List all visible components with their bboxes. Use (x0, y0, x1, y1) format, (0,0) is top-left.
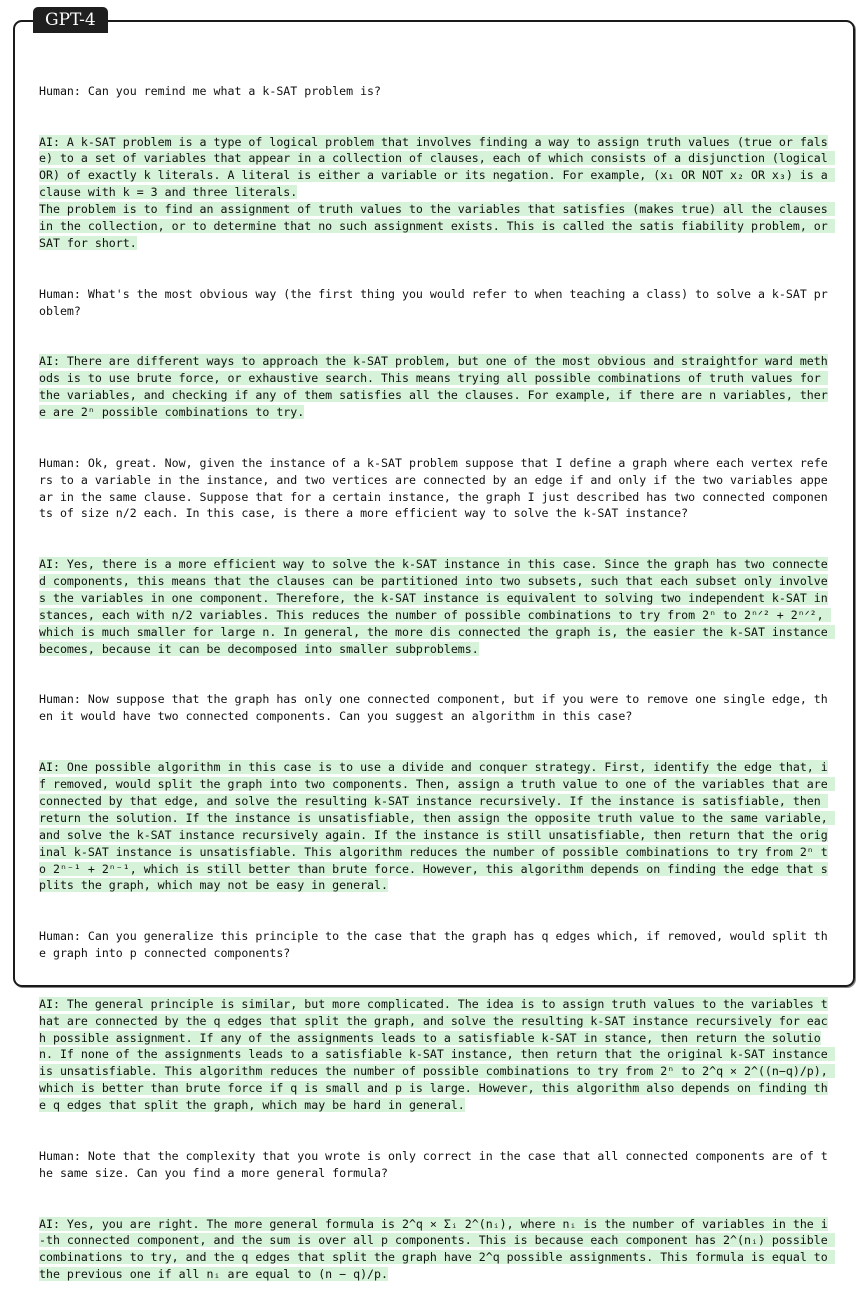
ai-turn: AI: A k-SAT problem is a type of logical problem that involves finding a way to assign truth values (true or false) to a set of variables that appear in a collection of clauses, each of which consists of a disjunction (logical OR) of exactly k literals. A literal is either a variable or its negation. For example, (x₁ OR NOT x₂ OR x₃) is a clause with k = 3 and three literals. The problem is to find an assignment of truth values to the variables that satisfies (makes true) all the clauses in the collection, or to determine that no such assignment exists. This is called the satis fiability problem, or SAT for short. (39, 134, 831, 252)
human-turn: Human: What's the most obvious way (the first thing you would refer to when teaching a class) to solve a k-SAT problem? (39, 286, 828, 318)
dialogue-transcript (39, 49, 835, 1300)
ai-turn: AI: There are different ways to approach the k-SAT problem, but one of the most obvious and straightfor ward methods is to use brute force, or exhaustive search. This means trying all possible combinations of truth values for the variables, and checking if any of them satisfies all the clauses. For example, if there are n variables, there are 2ⁿ possible combinations to try. (39, 354, 828, 420)
ai-turn: AI: Yes, there is a more efficient way to solve the k-SAT instance in this case. Since the graph has two connected components, this means that the clauses can be partitioned into two subsets, such that each subset only involves the variables in one component. Therefore, the k-SAT instance is equivalent to solving two independent k-SAT instances, each with n/2 variables. This reduces the number of possible combinations to try from 2ⁿ to 2ⁿᐟ² + 2ⁿᐟ², which is much smaller for large n. In general, the more dis connected the graph is, the easier the k-SAT instance becomes, because it can be decomposed into smaller subproblems. (39, 557, 835, 656)
ai-turn: AI: Yes, you are right. The more general formula is 2^q × Σᵢ 2^(nᵢ), where nᵢ is the number of variables in the i-th connected component, and the sum is over all p components. This is because each component has 2^(nᵢ) possible combinations to try, and the q edges that split the graph have 2^q possible assignments. This formula is equal to the previous one if all nᵢ are equal to (n − q)/p. (39, 1216, 835, 1282)
human-turn: Human: Can you remind me what a k-SAT problem is? (39, 83, 382, 98)
model-title-tab: GPT-4 (33, 7, 108, 33)
human-turn: Human: Ok, great. Now, given the instance of a k-SAT problem suppose that I define a graph where each vertex refers to a variable in the instance, and two vertices are connected by an edge if and only if the two variables appear in the same clause. Suppose that for a certain instance, the graph I just described has two connected components of size n/2 each. In this case, is there a more efficient way to solve the k-SAT instance? (39, 455, 828, 521)
human-turn: Human: Can you generalize this principle to the case that the graph has q edges which, if removed, would split the graph into p connected components? (39, 929, 828, 961)
ai-turn: AI: The general principle is similar, but more complicated. The idea is to assign truth values to the variables that are connected by the q edges that split the graph, and solve the resulting k-SAT instance recursively for each possible assignment. If any of the assignments leads to a satisfiable k-SAT in stance, then return the solution. If none of the assignments leads to a satisfiable k-SAT instance, then return that the original k-SAT instance is unsatisfiable. This algorithm reduces the number of possible combinations to try from 2ⁿ to 2^q × 2^((n−q)/p), which is better than brute force if q is small and p is large. However, this algorithm also depends on finding the q edges that split the graph, which may be hard in general. (39, 996, 835, 1113)
human-turn: Human: Now suppose that the graph has only one connected component, but if you were to remove one single edge, then it would have two connected components. Can you suggest an algorithm in this case? (39, 692, 828, 724)
ai-turn: AI: One possible algorithm in this case is to use a divide and conquer strategy. First, identify the edge that, if removed, would split the graph into two components. Then, assign a truth value to one of the variables that are connected by that edge, and solve the resulting k-SAT instance recursively. If the instance is satisfiable, then return the solution. If the instance is unsatisfiable, then assign the opposite truth value to the same variable, and solve the k-SAT instance recursively again. If the instance is still unsatisfiable, then return that the original k-SAT instance is unsatisfiable. This algorithm reduces the number of possible combinations to try from 2ⁿ to 2ⁿ⁻¹ + 2ⁿ⁻¹, which is still better than brute force. However, this algorithm depends on finding the edge that splits the graph, which may not be easy in general. (39, 760, 835, 893)
human-turn: Human: Note that the complexity that you wrote is only correct in the case that all connected components are of the same size. Can you find a more general formula? (39, 1148, 828, 1180)
